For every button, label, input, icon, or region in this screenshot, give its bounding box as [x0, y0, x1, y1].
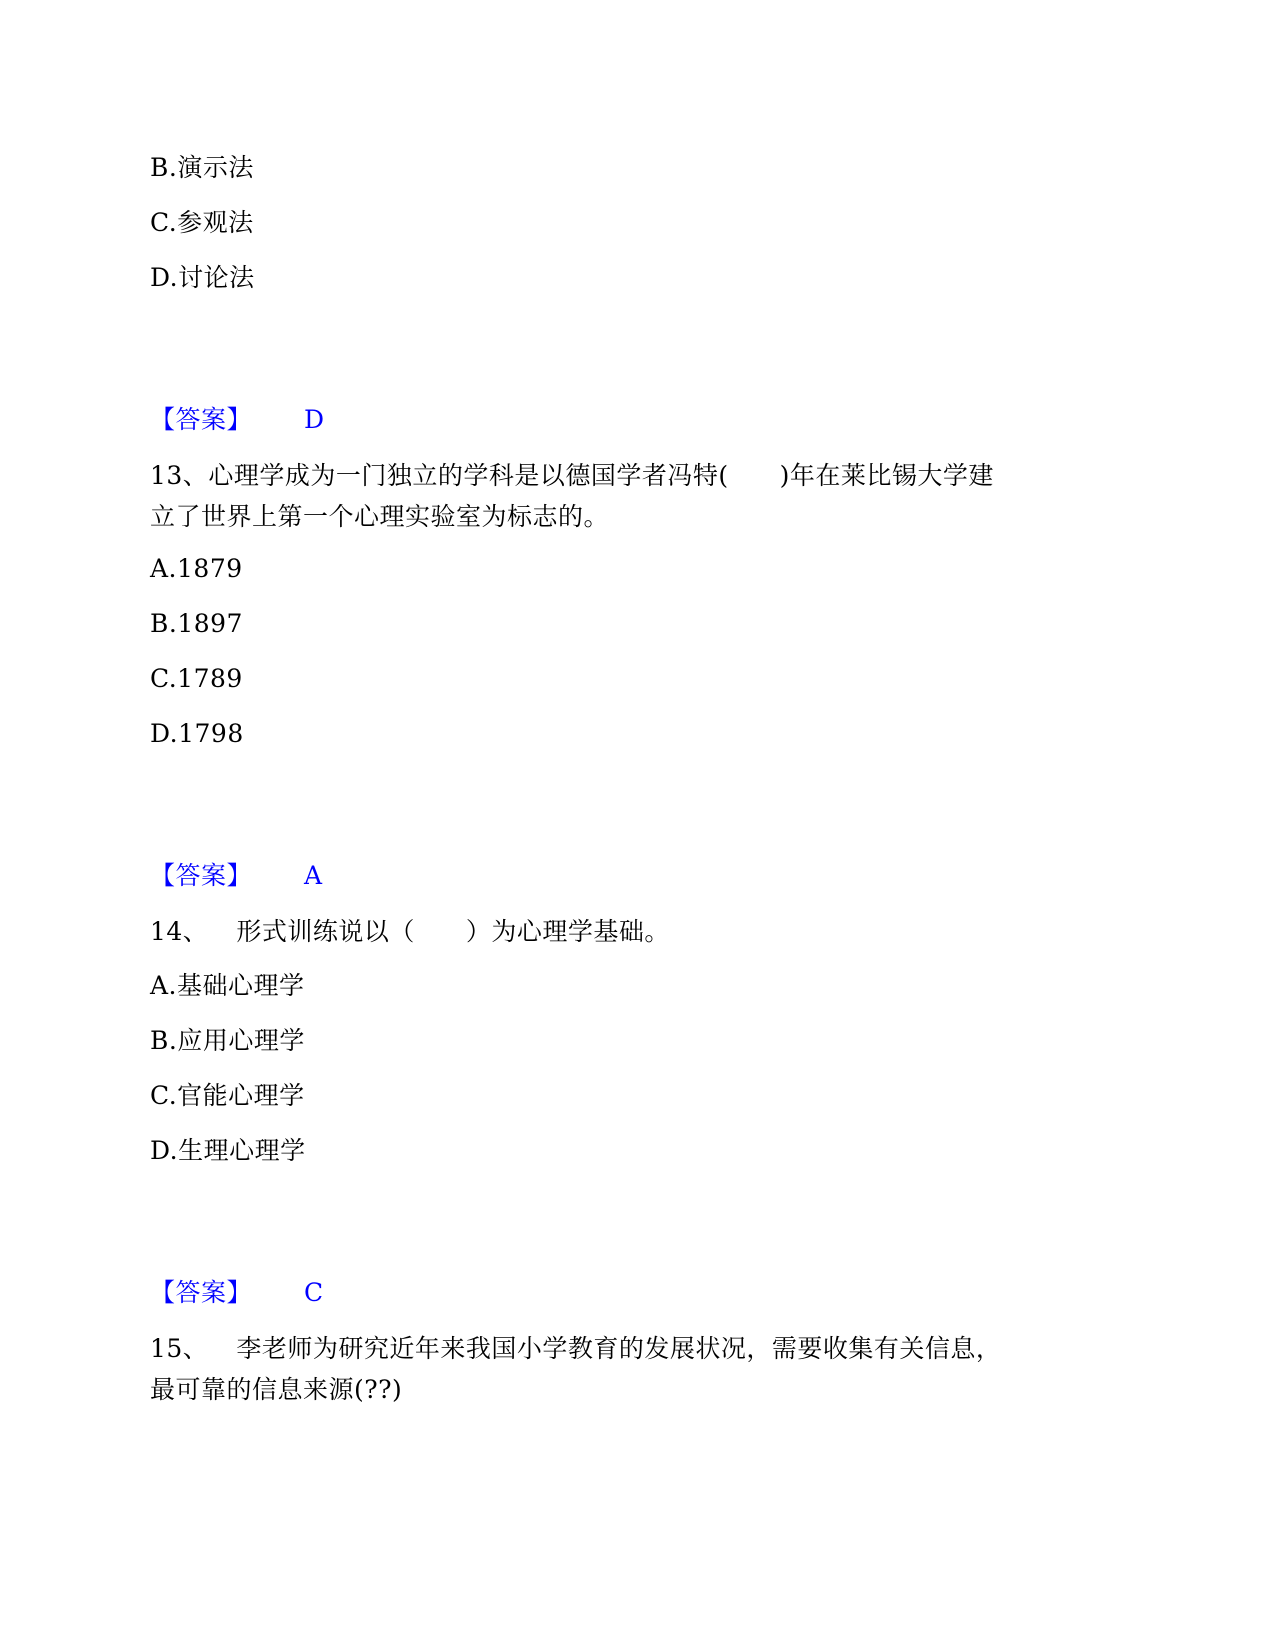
answer-value: D — [304, 405, 325, 434]
answer-value: C — [304, 1278, 324, 1307]
question-text: 李老师为研究近年来我国小学教育的发展状况，需要收集有关信息， — [236, 1334, 1002, 1363]
question-text: 心理学成为一门独立的学科是以德国学者冯特( )年在莱比锡大学建 — [208, 461, 994, 490]
q12-answer — [150, 404, 325, 436]
q14-option-c: C.官能心理学 — [150, 1081, 305, 1110]
question-text: 形式训练说以（ ）为心理学基础。 — [236, 917, 670, 946]
q13-stem-line2: 立了世界上第一个心理实验室为标志的。 — [150, 502, 610, 531]
q13-option-c: C.1789 — [150, 664, 243, 693]
q14-answer — [150, 1277, 324, 1309]
q13-answer — [150, 860, 323, 892]
answer-label: 【答案】 — [150, 861, 253, 890]
q12-option-b: B.演示法 — [150, 153, 254, 182]
q13-option-b: B.1897 — [150, 609, 243, 638]
question-number: 15、 — [150, 1334, 209, 1363]
q13-stem-line1 — [150, 460, 994, 492]
q15-stem-line1 — [150, 1333, 1001, 1365]
q13-option-a: A.1879 — [150, 554, 243, 583]
q12-option-c: C.参观法 — [150, 208, 254, 237]
q14-option-b: B.应用心理学 — [150, 1026, 305, 1055]
answer-value: A — [304, 861, 323, 890]
question-number: 14、 — [150, 917, 209, 946]
q14-option-d: D.生理心理学 — [150, 1136, 306, 1165]
answer-label: 【答案】 — [150, 1278, 253, 1307]
answer-label: 【答案】 — [150, 405, 253, 434]
question-number: 13、 — [150, 461, 209, 490]
q13-option-d: D.1798 — [150, 719, 244, 748]
q14-option-a: A.基础心理学 — [150, 971, 305, 1000]
q14-stem — [150, 916, 670, 948]
q12-option-d: D.讨论法 — [150, 263, 255, 292]
q15-stem-line2: 最可靠的信息来源(??) — [150, 1375, 403, 1404]
